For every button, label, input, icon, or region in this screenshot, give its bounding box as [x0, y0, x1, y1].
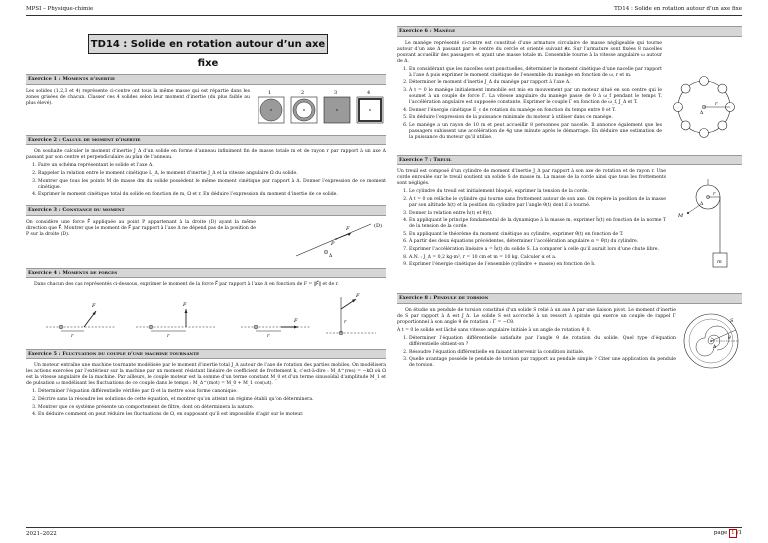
question: 4. Exprimer le moment cinétique total du solide en fonction de m, Ω et r. En déduire l’expression du moment d’inertie de ce solide. — [38, 192, 386, 198]
exercise-4-heading: Exercice 4 : Moments de forces — [26, 268, 386, 279]
exercise-8 — [397, 293, 742, 375]
question: 4. En appliquant le principe fondamental de la dynamique à la masse m, exprimer ḧ(t) en fonction de la norme T de la tension de la corde. — [409, 218, 666, 230]
exercise-1-figure — [258, 89, 386, 128]
exercise-6-heading: Exercice 6 : Manège — [397, 26, 742, 37]
question: 1. Faire un schéma représentant le solide et l’axe Δ. — [38, 163, 386, 169]
exercise-8-heading: Exercice 8 : Pendule de torsion — [397, 293, 742, 304]
left-column — [26, 26, 386, 425]
exercise-5-heading: Exercice 5 : Fluctuation du couple d’une machine tournante — [26, 349, 386, 360]
header-title: TD14 : Solide en rotation autour d’un axe fixe — [614, 6, 742, 12]
exercise-6-intro: Le manège représenté ci-contre est constitué d’une armature circulaire de masse négligeable qui tourne autour d’un axe Δ passant par le centre du cercle et orienté suivant e⃗z. Sur l’armature sont fixées 8 nacelles pouvant accueillir des passagers et ayant une masse totale m. L’ensemble tourne à la vitesse angulaire ω autour de Δ. — [397, 40, 662, 64]
header-rule — [26, 15, 742, 16]
footer-page: page 1 /1 — [714, 529, 742, 538]
label-p: P — [331, 240, 335, 247]
solid-label-1: 1 — [268, 89, 272, 96]
exercise-6-questions — [409, 67, 662, 141]
axis-label: Δ — [713, 344, 717, 350]
exercise-7-intro: Un treuil est composé d’un cylindre de moment d’inertie J_Δ par rapport à son axe de rotation et de rayon r. Une corde enroulée sur le treuil soutient un solide S de masse m. La masse de la corde ainsi que tous les frottements sont négligés. — [397, 169, 666, 187]
radius-label: r — [267, 332, 270, 339]
question: 2. Rappeler la relation entre le moment cinétique L_Δ, le moment d’inertie J_Δ et la vitesse angulaire Ω du solide. — [38, 171, 386, 177]
question: 3. Montrer que ce système présente un comportement de filtre, dont on déterminera la nature. — [38, 405, 386, 411]
question: 1. Déterminer l’équation différentielle satisfaite par l’angle θ de rotation du solide. Quel type d’équation différentielle obtient-on ? — [409, 336, 676, 348]
force-label: F — [294, 317, 298, 324]
question: 8. A.N. : J_Δ = 0,2 kg·m², r = 10 cm et m = 10 kg. Calculer α et a. — [409, 255, 666, 261]
axis-label: Δ — [700, 202, 704, 208]
question: 3. Montrer que tous les points M de masse dm du solide possèdent le même moment cinétique par rapport à Δ. Donner l’expression de ce moment cinétique. — [38, 179, 386, 191]
exercise-7-heading: Exercice 7 : Treuil — [397, 155, 742, 166]
label-axis: Δ — [329, 253, 333, 258]
exercise-7-figure — [670, 169, 742, 286]
solid-label-2: 2 — [301, 89, 305, 96]
question: 6. À partir des deux équations précédentes, déterminer l’accélération angulaire α = θ̈(t) du cylindre. — [409, 239, 666, 245]
exercise-4-figure — [26, 291, 386, 342]
footer-rule — [26, 527, 742, 528]
exercise-3-text: On considère une force F⃗ appliquée au point P appartenant à la droite (D) ayant la même direction que F⃗. Montrer que le moment de F⃗ par rapport à l’axe Δ ne dépend pas de la position de P sur la droite (D). — [26, 219, 256, 237]
exercise-3-figure — [276, 220, 386, 261]
question: 4. En déduire comment on peut réduire les fluctuations de Ω, en supposant qu’il est impossible d’agir sur le moteur. — [38, 412, 386, 418]
radius-label: r — [344, 318, 347, 325]
question: 1. Déterminer l’équation différentielle vérifiée par Ω et la mettre sous forme canonique. — [38, 389, 386, 395]
exercise-5 — [26, 349, 386, 419]
label-d: (D) — [374, 222, 382, 229]
exercise-4-text: Dans chacun des cas représentés ci-dessous, exprimer le moment de la force F⃗ par rapport à l’axe Δ en fonction de F = ‖F⃗‖ et de r. — [34, 282, 339, 288]
exercise-1 — [26, 74, 386, 128]
question: 6. Le manège a un rayon de 10 m et peut accueillir 8 personnes par nacelle. Il annonce également que les passagers subissent une accélération de 4g une minute après le démarrage. En déduire une estimation de la puissance du moteur qu’il utilise. — [409, 123, 662, 141]
question: 2. Résoudre l’équation différentielle en faisant intervenir la condition initiale. — [409, 350, 676, 356]
question: 3. Quelle avantage possède le pendule de torsion par rapport au pendule simple ? Citer une application du pendule de torsion. — [409, 357, 676, 369]
exercise-8-figure — [680, 308, 742, 375]
exercise-1-text: Les solides (1,2,3 et 4) représente ci-contre ont tous la même masse qui est répartie dans les zones grisées de chacun. Classer ces 4 solides selon leur moment d’inertie (du plus faible au plus élevé). — [26, 88, 250, 106]
force-label: F — [183, 301, 187, 308]
radius-label: r — [167, 332, 170, 339]
question: 3. Donner la relation entre ḣ(t) et θ̇(t). — [409, 211, 666, 217]
question: 9. Exprimer l’énergie cinétique de l’ensemble (cylindre + masse) en fonction de ḣ. — [409, 262, 666, 268]
question: 7. Exprimer l’accélération linéaire a = ḧ(t) du solide S. La comparer à celle qu’il aurait lors d’une chute libre. — [409, 247, 666, 253]
radius-label: r — [715, 100, 718, 107]
exercise-7-questions — [409, 189, 666, 268]
exercise-2 — [26, 135, 386, 199]
question: 4. Donner l’énergie cinétique E_c de rotation du manège en fonction du temps entre 0 et T. — [409, 108, 662, 114]
page-title: TD14 : Solide en rotation autour d’un axe fixe — [88, 34, 328, 54]
force-label: F — [92, 302, 96, 309]
exercise-2-heading: Exercice 2 : Calcul de moment d’inertie — [26, 135, 386, 146]
exercise-5-questions — [38, 389, 386, 418]
header-course: MPSI – Physique-chimie — [26, 6, 94, 12]
exercise-8-subtext: À t = 0 le solide est lâché sans vitesse angulaire initiale à un angle de rotation θ_0. — [397, 328, 592, 334]
exercise-8-questions — [409, 336, 676, 369]
solid-label-3: 3 — [334, 89, 338, 96]
exercise-3-heading: Exercice 3 : Constance du moment — [26, 205, 386, 216]
axis-label: Δ — [700, 110, 704, 116]
force-label: F — [356, 292, 360, 299]
exercise-7 — [397, 155, 742, 287]
point-m — [687, 212, 689, 214]
label-f: F — [346, 225, 350, 232]
question: 2. À t = 0 on relâche le cylindre qui tourne sans frottement autour de son axe. On repère la position de la masse par son altitude h(t) et la position du cylindre par l’angle θ(t) dont il a tourné. — [409, 197, 666, 209]
exercise-8-intro: On étudie un pendule de torsion constitué d’un solide S relié à un axe Δ par une liaison pivot. Le moment d’inertie de S par rapport à Δ est J_Δ. Le solide S est accroché à un ressort à spirale qui exerce un couple de rappel Γ proportionnel à son angle θ de rotation : Γ = −Cθ. — [397, 307, 676, 326]
label-theta: θ — [728, 335, 731, 341]
question: 5. En déduire l’expression de la puissance minimale du moteur à utiliser dans ce manège. — [409, 115, 662, 121]
question: 3. À t = 0 le manège initialement immobile est mis en mouvement par un moteur situé en son centre qui le soumet à un couple de force Γ. La vitesse angulaire du manège passe de 0 à ω_f pendant le temps T, l’accélération angulaire est supposée constante. Exprimer le couple Γ en fonction de ω_f, J_Δ et T. — [409, 88, 662, 106]
exercise-1-heading: Exercice 1 : Moments d’inertie — [26, 74, 386, 85]
radius-label: r — [713, 191, 716, 198]
question: 1. En considérant que les nacelles sont ponctuelles, déterminer le moment cinétique d’une nacelle par rapport à l’axe Δ puis exprimer le moment cinétique de l’ensemble du manège en fonction de ω, r et m. — [409, 67, 662, 79]
label-s: S — [730, 317, 734, 324]
exercise-2-intro: On souhaite calculer le moment d’inertie J_Δ d’un solide en forme d’anneau infiniment fin de masse totale m et de rayon r par rapport à un axe Δ passant par son centre et perpendiculaire au plan de l’anneau. — [26, 149, 386, 161]
exercise-2-questions — [38, 163, 386, 198]
label-m-point: M — [678, 213, 684, 220]
exercise-5-intro: Un moteur entraîne une machine tournante modélisée par le moment d’inertie total J_Δ autour de l’axe de rotation des parties mobiles. On modélisera les actions exercées par l’extérieur sur la machine par un moment résistant linéaire de coefficient de frottement k, c’est-à-dire : M_Δ^(res) = −kΩ où Ω est la vitesse angulaire de la machine. Par ailleurs, le couple moteur est la somme d’un terme constant M_0 et d’un terme sinusoïdal d’amplitude M_1 et de pulsation ω modélisant les fluctuations de ce couple dans le temps : M_Δ^(mot) = M_0 + M_1 cos(ωt). — [26, 363, 386, 387]
exercise-6-figure — [666, 41, 742, 148]
radius-label: r — [71, 332, 74, 339]
mass-label: m — [717, 259, 722, 266]
page-number-link[interactable]: 1 — [729, 529, 737, 538]
line-d — [296, 224, 371, 256]
point-p — [335, 238, 337, 240]
question: 2. Décrire sans la résoudre les solutions de cette équation, et montrer qu’on atteint un régime établi qu’on déterminera. — [38, 397, 386, 403]
question: 1. Le cylindre du treuil est initialement bloqué, exprimer la tension de la corde. — [409, 189, 666, 195]
right-column — [397, 26, 742, 382]
question: 5. En appliquant le théorème du moment cinétique au cylindre, exprimer θ̈(t) en fonction de T. — [409, 232, 666, 238]
footer-year: 2021–2022 — [26, 530, 57, 537]
exercise-3 — [26, 205, 386, 261]
exercise-6 — [397, 26, 742, 148]
exercise-4 — [26, 268, 386, 342]
solid-label-4: 4 — [367, 89, 371, 96]
question: 2. Déterminer le moment d’inertie J_Δ du manège par rapport à l’axe Δ. — [409, 80, 662, 86]
